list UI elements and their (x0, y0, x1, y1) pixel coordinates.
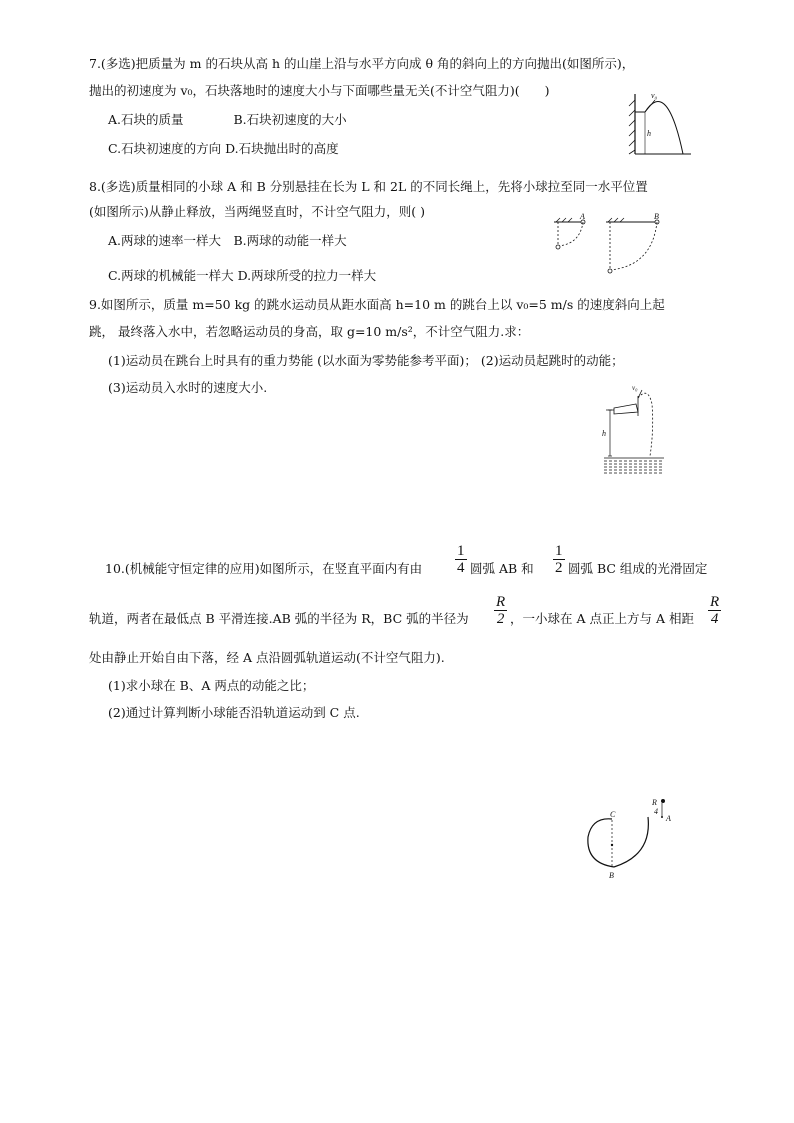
q9-h-label: h (602, 429, 606, 438)
q10-quarter-fraction (455, 543, 467, 576)
q9-line2: 跳， 最终落入水中，若忽略运动员的身高，取 g=10 m/s²，不计空气阻力.求： (89, 324, 530, 339)
q9-line1: 9.如图所示，质量 m=50 kg 的跳水运动员从距水面高 h=10 m 的跳台上以 v₀=5 m/s 的速度斜向上起 (89, 297, 665, 312)
q8-options-ab: A.两球的速率一样大 B.两球的动能一样大 (108, 233, 347, 248)
q10-half-fraction (553, 543, 565, 576)
q10-line1-c: 圆弧 BC 组成的光滑固定 (568, 561, 708, 576)
q10-r-quarter-fraction (708, 594, 721, 627)
q10-r-label: R (652, 798, 657, 807)
q10-line1-b: 圆弧 AB 和 (470, 561, 534, 576)
q8-b-label: B (654, 212, 659, 221)
q10-line1-a: 10.(机械能守恒定律的应用)如图所示，在竖直平面内有由 (105, 561, 423, 576)
q10-a-label: A (666, 814, 671, 823)
q7-line1: 7.(多选)把质量为 m 的石块从高 h 的山崖上沿与水平方向成 θ 角的斜向上的方向抛出(如图所示)， (89, 56, 635, 71)
q10-line3: 处由静止开始自由下落，经 A 点沿圆弧轨道运动(不计空气阻力). (89, 650, 445, 665)
q10-frac1-den: 4 (457, 560, 465, 576)
q10-track-figure (580, 793, 690, 883)
q10-four-label: 4 (654, 807, 658, 816)
q8-options-cd: C.两球的机械能一样大 D.两球所受的拉力一样大 (108, 268, 377, 283)
q10-sub1: (1)求小球在 B、A 两点的动能之比； (108, 678, 315, 693)
q7-cliff-figure (625, 86, 695, 158)
q10-r-half-fraction (494, 594, 507, 627)
q10-b-label: B (609, 871, 614, 880)
q10-frac2-num: 1 (555, 543, 563, 559)
q7-options-cd: C.石块初速度的方向 D.石块抛出时的高度 (108, 141, 339, 156)
q10-frac3-num: R (496, 594, 506, 610)
q8-a-label: A (580, 212, 585, 221)
q9-diving-figure (600, 380, 668, 476)
q10-c-label: C (610, 810, 616, 819)
q7-options-ab: A.石块的质量 B.石块初速度的大小 (108, 112, 347, 127)
q10-line2-b: ，一小球在 A 点正上方与 A 相距 (510, 611, 694, 626)
q7-v0-label: v₀ (651, 91, 658, 100)
q10-frac2-den: 2 (555, 560, 563, 576)
q8-line1: 8.(多选)质量相同的小球 A 和 B 分别悬挂在长为 L 和 2L 的不同长绳上，先将小球拉至同一水平位置 (89, 179, 648, 194)
q8-line2: (如图所示)从静止释放，当两绳竖直时，不计空气阻力，则( ) (89, 204, 425, 219)
q10-sub2: (2)通过计算判断小球能否沿轨道运动到 C 点. (108, 705, 360, 720)
q9-sub2: (3)运动员入水时的速度大小. (108, 380, 268, 395)
q9-sub1: (1)运动员在跳台上时具有的重力势能 (以水面为零势能参考平面)； (2)运动员起跳时的动能； (108, 353, 624, 368)
q10-frac4-num: R (710, 594, 720, 610)
q10-frac4-den: 4 (710, 611, 719, 627)
q10-frac3-den: 2 (496, 611, 505, 627)
q10-frac1-num: 1 (457, 543, 465, 559)
q7-line2: 抛出的初速度为 v₀，石块落地时的速度大小与下面哪些量无关(不计空气阻力)( ) (89, 83, 550, 98)
q10-line2-a: 轨道，两者在最低点 B 平滑连接.AB 弧的半径为 R，BC 弧的半径为 (89, 611, 469, 626)
q9-v0-label: v₀ (632, 384, 638, 392)
q8-pendulum-figure (550, 212, 670, 278)
q7-h-label: h (647, 129, 651, 138)
